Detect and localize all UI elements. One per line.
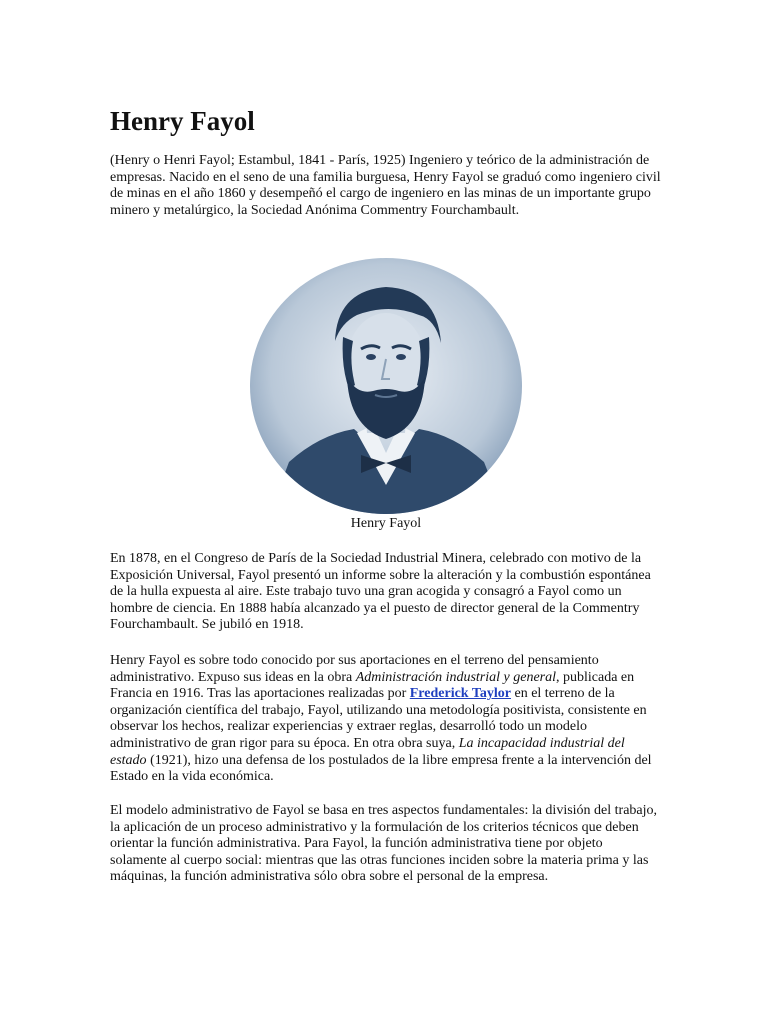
- p2-text-1: Henry Fayol es sobre todo conocido por sus aportaciones en el terreno del pensamiento administrativo. Expuso sus ideas en la obra: [110, 653, 599, 685]
- paragraph-3: El modelo administrativo de Fayol se basa en tres aspectos fundamentales: la división del trabajo, la aplicación de un proceso administrativo y la formulación de los criterios técnicos que deben orientar la función administrativa. Para Fayol, la función administrativa tiene por objeto solamente al cuerpo social: mientras que las otras funciones inciden sobre la materia prima y las máquinas, la función administrativa sólo obra sobre el personal de la empresa.: [110, 803, 658, 885]
- paragraph-2: [110, 653, 662, 786]
- p2-text-4: (1921), hizo una defensa de los postulados de la libre empresa frente a la intervención del Estado en la vida económica.: [110, 752, 652, 785]
- page-title: Henry Fayol: [110, 106, 255, 136]
- p2-text-2: , publicada en Francia en 1916. Tras las aportaciones realizadas por: [110, 669, 635, 702]
- image-caption: Henry Fayol: [350, 516, 422, 531]
- book-title-1: Administración industrial y general: [355, 669, 556, 685]
- book-title-2: La incapacidad industrial del estado: [110, 735, 625, 768]
- frederick-taylor-link[interactable]: Frederick Taylor: [409, 686, 511, 702]
- portrait-photo: [249, 257, 523, 515]
- p2-text-3: en el terreno de la organización científica del trabajo, Fayol, utilizando una metodología positivista, consistente en observar los hechos, realizar experiencias y extraer reglas, desarrolló todo un modelo administrativo de gran rigor para su época. En otra obra suya,: [110, 686, 647, 751]
- intro-paragraph: (Henry o Henri Fayol; Estambul, 1841 - París, 1925) Ingeniero y teórico de la administración de empresas. Nacido en el seno de una familia burguesa, Henry Fayol se graduó como ingeniero civil de minas en el año 1860 y desempeñó el cargo de ingeniero en las minas de un importante grupo minero y metalúrgico, la Sociedad Anónima Commentry Fourchambault.: [110, 153, 661, 218]
- paragraph-1: En 1878, en el Congreso de París de la Sociedad Industrial Minera, celebrado con motivo de la Exposición Universal, Fayol presentó un informe sobre la alteración y la combustión espontánea de la hulla expuesta al aire. Este trabajo tuvo una gran acogida y consagró a Fayol como un hombre de ciencia. En 1888 había alcanzado ya el puesto de director general de la Commentry Fourchambault. Se jubiló en 1918.: [110, 551, 651, 633]
